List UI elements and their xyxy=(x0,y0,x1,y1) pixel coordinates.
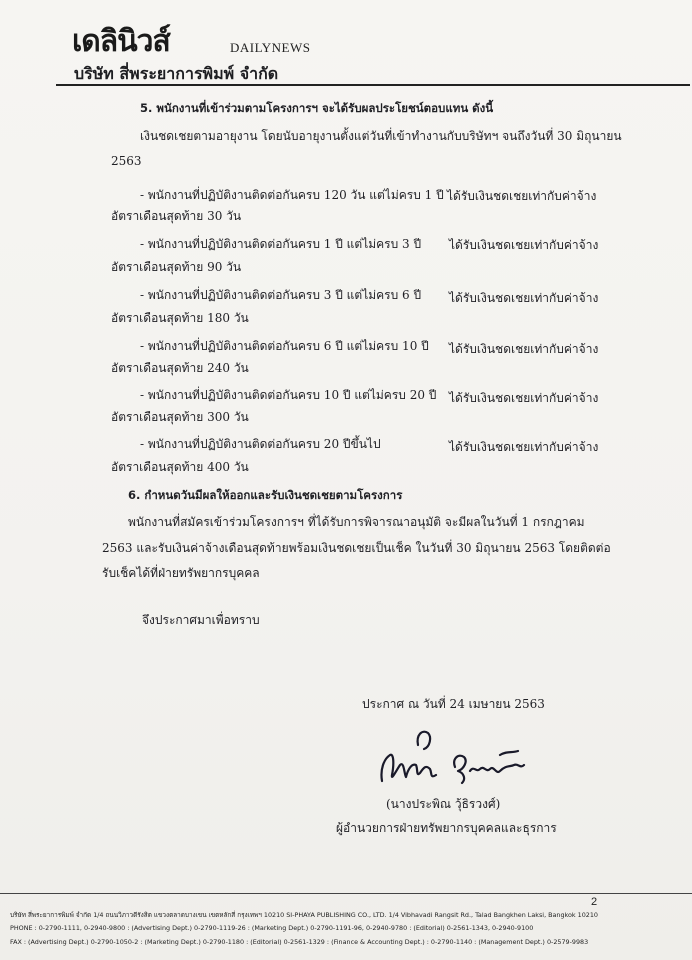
footer-address: บริษัท สี่พระยาการพิมพ์ จำกัด 1/4 ถนนวิภาวดีรังสิต แขวงตลาดบางเขน เขตหลักสี่ กรุงเทพฯ 10210 SI-PHAYA PUBLISHING CO., LTD. 1/4 Vibhavadi Rangsit Rd., Talad Bangkhen Laksi, Bangkok 10210 xyxy=(10,911,598,919)
compensation-item-5-continuation: อัตราเดือนสุดท้าย 300 วัน xyxy=(111,410,249,424)
section-5-intro-line-1: เงินชดเชยตามอายุงาน โดยนับอายุงานตั้งแต่วันที่เข้าทำงานกับบริษัทฯ จนถึงวันที่ 30 มิถุนายน xyxy=(140,129,622,143)
announcement-date: ประกาศ ณ วันที่ 24 เมษายน 2563 xyxy=(362,697,545,711)
compensation-item-5: - พนักงานที่ปฏิบัติงานติดต่อกันครบ 10 ปี แต่ไม่ครบ 20 ปี xyxy=(140,388,437,402)
page-number: 2 xyxy=(591,896,598,908)
logo-english-text: DAILYNEWS xyxy=(230,40,311,55)
signer-name: (นางประพิณ วุ้ธิรวงศ์) xyxy=(386,797,501,811)
compensation-item-6-continuation: อัตราเดือนสุดท้าย 400 วัน xyxy=(111,460,249,474)
section-5-intro-line-2: 2563 xyxy=(111,154,142,168)
footer-divider xyxy=(0,893,692,894)
company-name: บริษัท สี่พระยาการพิมพ์ จำกัด xyxy=(74,64,279,83)
compensation-item-2: - พนักงานที่ปฏิบัติงานติดต่อกันครบ 1 ปี แต่ไม่ครบ 3 ปี xyxy=(140,237,422,251)
compensation-item-2-continuation: อัตราเดือนสุดท้าย 90 วัน xyxy=(111,260,242,274)
section-6-paragraph-line-1: พนักงานที่สมัครเข้าร่วมโครงการฯ ที่ได้รับการพิจารณาอนุมัติ จะมีผลในวันที่ 1 กรกฎาคม xyxy=(128,515,585,529)
compensation-item-6: - พนักงานที่ปฏิบัติงานติดต่อกันครบ 20 ปีขึ้นไป xyxy=(140,437,381,451)
signer-title: ผู้อำนวยการฝ่ายทรัพยากรบุคคลและธุรการ xyxy=(336,821,557,835)
compensation-item-6-result: ได้รับเงินชดเชยเท่ากับค่าจ้าง xyxy=(449,440,599,454)
compensation-item-1-continuation: อัตราเดือนสุดท้าย 30 วัน xyxy=(111,209,242,223)
section-5-heading: 5. พนักงานที่เข้าร่วมตามโครงการฯ จะได้รับผลประโยชน์ตอบแทน ดังนี้ xyxy=(140,101,494,115)
compensation-item-3: - พนักงานที่ปฏิบัติงานติดต่อกันครบ 3 ปี แต่ไม่ครบ 6 ปี xyxy=(140,288,422,302)
closing-statement: จึงประกาศมาเพื่อทราบ xyxy=(142,613,260,627)
compensation-item-2-result: ได้รับเงินชดเชยเท่ากับค่าจ้าง xyxy=(449,238,599,252)
logo-thai-text: เดลินิวส์ xyxy=(72,24,170,59)
compensation-item-4: - พนักงานที่ปฏิบัติงานติดต่อกันครบ 6 ปี แต่ไม่ครบ 10 ปี xyxy=(140,339,429,353)
compensation-item-4-result: ได้รับเงินชดเชยเท่ากับค่าจ้าง xyxy=(449,342,599,356)
footer-fax: FAX : (Advertising Dept.) 0-2790-1050-2 : (Marketing Dept.) 0-2790-1180 : (Editorial) 0-2561-1329 : (Finance & Accounting Dept.) : 0-2790-1140 : (Management Dept.) 0-2579-9983 xyxy=(10,938,589,946)
compensation-item-1-result: ได้รับเงินชดเชยเท่ากับค่าจ้าง xyxy=(447,189,597,203)
compensation-item-4-continuation: อัตราเดือนสุดท้าย 240 วัน xyxy=(111,361,249,375)
compensation-item-5-result: ได้รับเงินชดเชยเท่ากับค่าจ้าง xyxy=(449,391,599,405)
section-6-heading: 6. กำหนดวันมีผลให้ออกและรับเงินชดเชยตามโครงการ xyxy=(128,488,403,502)
compensation-item-3-continuation: อัตราเดือนสุดท้าย 180 วัน xyxy=(111,311,249,325)
footer-phone: PHONE : 0-2790-1111, 0-2940-9800 : (Advertising Dept.) 0-2790-1119-26 : (Marketing Dept.) 0-2790-1191-96, 0-2940-9780 : (Editorial) 0-2561-1343, 0-2940-9100 xyxy=(10,924,534,932)
section-6-paragraph-line-2: 2563 และรับเงินค่าจ้างเดือนสุดท้ายพร้อมเงินชดเชยเป็นเช็ค ในวันที่ 30 มิถุนายน 2563 โดยติดต่อ xyxy=(102,541,611,555)
compensation-item-3-result: ได้รับเงินชดเชยเท่ากับค่าจ้าง xyxy=(449,291,599,305)
compensation-item-1: - พนักงานที่ปฏิบัติงานติดต่อกันครบ 120 วัน แต่ไม่ครบ 1 ปี xyxy=(140,188,444,202)
section-6-paragraph-line-3: รับเช็คได้ที่ฝ่ายทรัพยากรบุคคล xyxy=(102,566,260,580)
handwritten-signature xyxy=(360,725,545,797)
header-divider xyxy=(56,84,690,86)
